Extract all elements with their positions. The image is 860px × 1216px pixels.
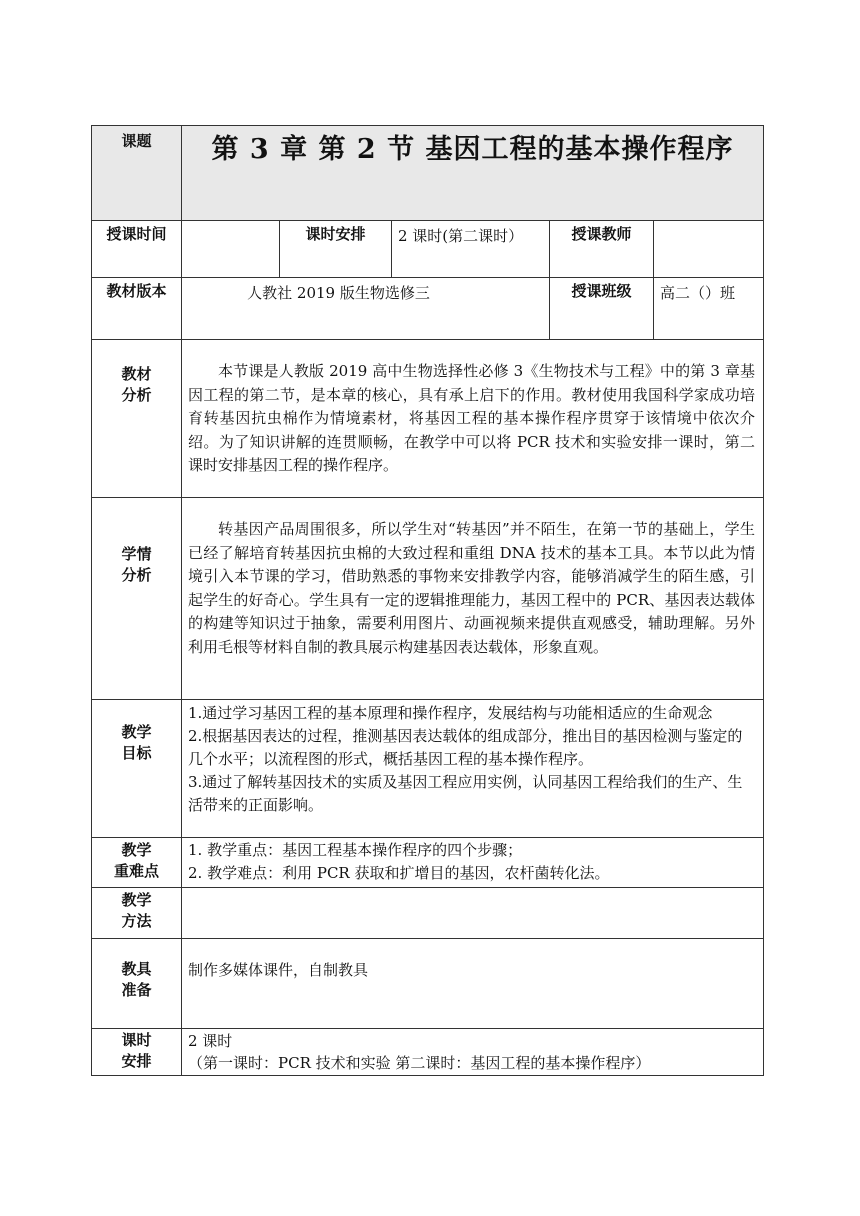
teacher-value (654, 221, 764, 278)
key-points-cell (182, 838, 764, 888)
time-value (182, 221, 280, 278)
student-analysis-label-2: 分析 (121, 566, 152, 584)
method-label-1: 教学 (121, 891, 152, 909)
tools-label-2: 准备 (121, 981, 152, 999)
textbook-analysis-label (92, 340, 182, 498)
method-value (182, 888, 764, 939)
time-label: 授课时间 (92, 221, 182, 278)
periods-label-1: 课时 (121, 1031, 152, 1049)
periods-label-2: 安排 (121, 1052, 152, 1070)
textbook-analysis-label-1: 教材 (121, 365, 152, 383)
schedule-label: 课时安排 (280, 221, 392, 278)
topic-title-cell (182, 126, 764, 221)
periods-line-1: 2 课时 (188, 1032, 233, 1050)
objectives-cell (182, 700, 764, 838)
student-analysis-label (92, 498, 182, 700)
method-row (92, 888, 764, 939)
objectives-row (92, 700, 764, 838)
method-label-2: 方法 (121, 912, 152, 930)
title-row (92, 126, 764, 221)
tools-value: 制作多媒体课件，自制教具 (182, 939, 764, 1029)
class-value: 高二（）班 (654, 278, 764, 340)
objective-item-3: 3.通过了解转基因技术的实质及基因工程应用实例，认同基因工程给我们的生产、生活带来的正面影响。 (188, 773, 743, 814)
textbook-analysis-cell (182, 340, 764, 498)
page-title: 第 3 章 第 2 节 基因工程的基本操作程序 (211, 134, 734, 165)
textbook-analysis-label-2: 分析 (121, 386, 152, 404)
objectives-label-2: 目标 (121, 744, 152, 762)
tools-row (92, 939, 764, 1029)
periods-line-2: （第一课时：PCR 技术和实验 第二课时：基因工程的基本操作程序） (188, 1054, 651, 1072)
periods-row (92, 1029, 764, 1076)
key-points-label-1: 教学 (121, 841, 152, 859)
schedule-value: 2 课时(第二课时） (392, 221, 550, 278)
class-label: 授课班级 (550, 278, 654, 340)
textbook-analysis-row (92, 340, 764, 498)
edition-label: 教材版本 (92, 278, 182, 340)
student-analysis-row (92, 498, 764, 700)
textbook-analysis-text: 本节课是人教版 2019 高中生物选择性必修 3《生物技术与工程》中的第 3 章基因工程的第二节，是本章的核心，具有承上启下的作用。教材使用我国科学家成功培育转基因抗虫棉作为情境素材，将基因工程的基本操作程序贯穿于该情境中依次介绍。为了知识讲解的连贯顺畅，在教学中可以将 PCR 技术和实验安排一课时，第二课时安排基因工程的操作程序。 (188, 362, 756, 474)
objective-item-1: 1.通过学习基因工程的基本原理和操作程序，发展结构与功能相适应的生命观念 (188, 704, 713, 722)
edition-value: 人教社 2019 版生物选修三 (182, 278, 550, 340)
student-analysis-text: 转基因产品周围很多，所以学生对“转基因”并不陌生，在第一节的基础上，学生已经了解培育转基因抗虫棉的大致过程和重组 DNA 技术的基本工具。本节以此为情境引入本节课的学习，借助熟悉的事物来安排教学内容，能够消减学生的陌生感，引起学生的好奇心。学生具有一定的逻辑推理能力，基因工程中的 PCR、基因表达载体的构建等知识过于抽象，需要利用图片、动画视频来提供直观感受，辅助理解。另外利用毛根等材料自制的教具展示构建基因表达载体，形象直观。 (188, 520, 756, 656)
key-points-label (92, 838, 182, 888)
key-point-item-2: 2. 教学难点：利用 PCR 获取和扩增目的基因，农杆菌转化法。 (188, 864, 610, 882)
student-analysis-label-1: 学情 (121, 545, 152, 563)
student-analysis-cell (182, 498, 764, 700)
method-label (92, 888, 182, 939)
edition-row (92, 278, 764, 340)
objective-item-2: 2.根据基因表达的过程，推测基因表达载体的组成部分，推出目的基因检测与鉴定的几个水平；以流程图的形式，概括基因工程的基本操作程序。 (188, 727, 743, 768)
tools-label (92, 939, 182, 1029)
periods-cell (182, 1029, 764, 1076)
teacher-label: 授课教师 (550, 221, 654, 278)
key-points-label-2: 重难点 (113, 862, 159, 880)
tools-label-1: 教具 (121, 960, 152, 978)
topic-label: 课题 (92, 126, 182, 221)
objectives-label (92, 700, 182, 838)
key-point-item-1: 1. 教学重点：基因工程基本操作程序的四个步骤； (188, 841, 523, 859)
objectives-label-1: 教学 (121, 723, 152, 741)
key-points-row (92, 838, 764, 888)
lesson-plan-table (91, 125, 764, 1076)
periods-label (92, 1029, 182, 1076)
time-row (92, 221, 764, 278)
